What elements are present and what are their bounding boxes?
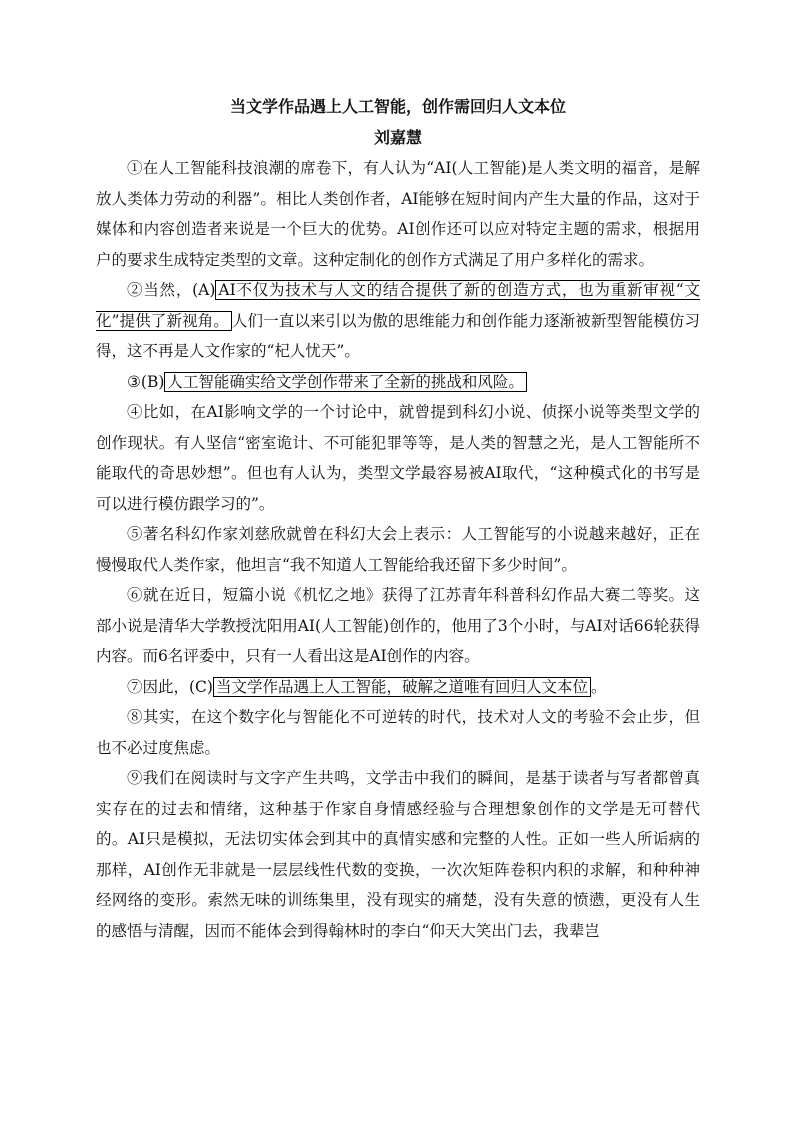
paragraph-text: ⑧其实，在这个数字化与智能化不可逆转的时代，技术对人文的考验不会止步，但也不必过度焦虑。 xyxy=(96,708,700,757)
paragraph-4 xyxy=(96,397,700,519)
paragraph-suffix: 人们一直以来引以为傲的思维能力和创作能力逐渐被新型智能模仿习得，这不再是人文作家的“杞人忧天”。 xyxy=(96,311,700,360)
paragraph-text: ⑥就在近日，短篇小说《机忆之地》获得了江苏青年科普科幻作品大赛二等奖。这部小说是清华大学教授沈阳用AI(人工智能)创作的，他用了3个小时，与AI对话66轮获得内容。而6名评委中，只有一人看出这是AI创作的内容。 xyxy=(96,586,700,665)
boxed-sentence-c: 当文学作品遇上人工智能，破解之道唯有回归人文本位 xyxy=(213,677,591,697)
paragraph-text: ⑤著名科幻作家刘慈欣就曾在科幻大会上表示：人工智能写的小说越来越好，正在慢慢取代人类作家，他坦言“我不知道人工智能给我还留下多少时间”。 xyxy=(96,525,700,574)
article-body xyxy=(96,91,700,946)
article-title: 当文学作品遇上人工智能，创作需回归人文本位 xyxy=(229,97,566,116)
paragraph-8 xyxy=(96,702,700,763)
article-author: 刘嘉慧 xyxy=(373,128,422,147)
paragraph-2 xyxy=(96,275,700,367)
boxed-sentence-a: AI不仅为技术与人文的结合提供了新的创造方式，也为重新审视“文化”提供了新视角。 xyxy=(96,281,700,330)
paragraph-text: ④比如，在AI影响文学的一个讨论中，就曾提到科幻小说、侦探小说等类型文学的创作现状。有人坚信“密室诡计、不可能犯罪等等，是人类的智慧之光，是人工智能所不能取代的奇思妙想”。但也有人认为，类型文学最容易被AI取代，“这种模式化的书写是可以进行模仿跟学习的”。 xyxy=(96,403,700,513)
paragraph-prefix: ③(B) xyxy=(127,372,165,391)
boxed-sentence-b: 人工智能确实给文学创作带来了全新的挑战和风险。 xyxy=(164,372,527,392)
paragraph-6 xyxy=(96,580,700,672)
paragraph-1 xyxy=(96,153,700,275)
paragraph-suffix: 。 xyxy=(590,677,607,696)
paragraph-text: ⑨我们在阅读时与文字产生共鸣，文学击中我们的瞬间，是基于读者与写者都曾真实存在的过去和情绪，这种基于作家自身情感经验与合理想象创作的文学是无可替代的。AI只是模拟，无法切实体会到其中的真情实感和完整的人性。正如一些人所诟病的那样，AI创作无非就是一层层线性代数的变换，一次次矩阵卷积内积的求解，和种种神经网络的变形。索然无味的训练集里，没有现实的痛楚，没有失意的愤懑，更没有人生的感悟与清醒，因而不能体会到得翰林时的李白“仰天大笑出门去，我辈岂 xyxy=(96,769,700,940)
paragraph-7 xyxy=(96,672,700,703)
paragraph-9 xyxy=(96,763,700,946)
paragraph-prefix: ⑦因此，(C) xyxy=(127,677,213,696)
paragraph-text: ①在人工智能科技浪潮的席卷下，有人认为“AI(人工智能)是人类文明的福音，是解放人类体力劳动的利器”。相比人类创作者，AI能够在短时间内产生大量的作品，这对于媒体和内容创造者来说是一个巨大的优势。AI创作还可以应对特定主题的需求，根据用户的要求生成特定类型的文章。这种定制化的创作方式满足了用户多样化的需求。 xyxy=(96,159,700,269)
paragraph-5 xyxy=(96,519,700,580)
paragraph-3 xyxy=(96,367,700,398)
paragraph-prefix: ②当然，(A) xyxy=(127,281,216,299)
